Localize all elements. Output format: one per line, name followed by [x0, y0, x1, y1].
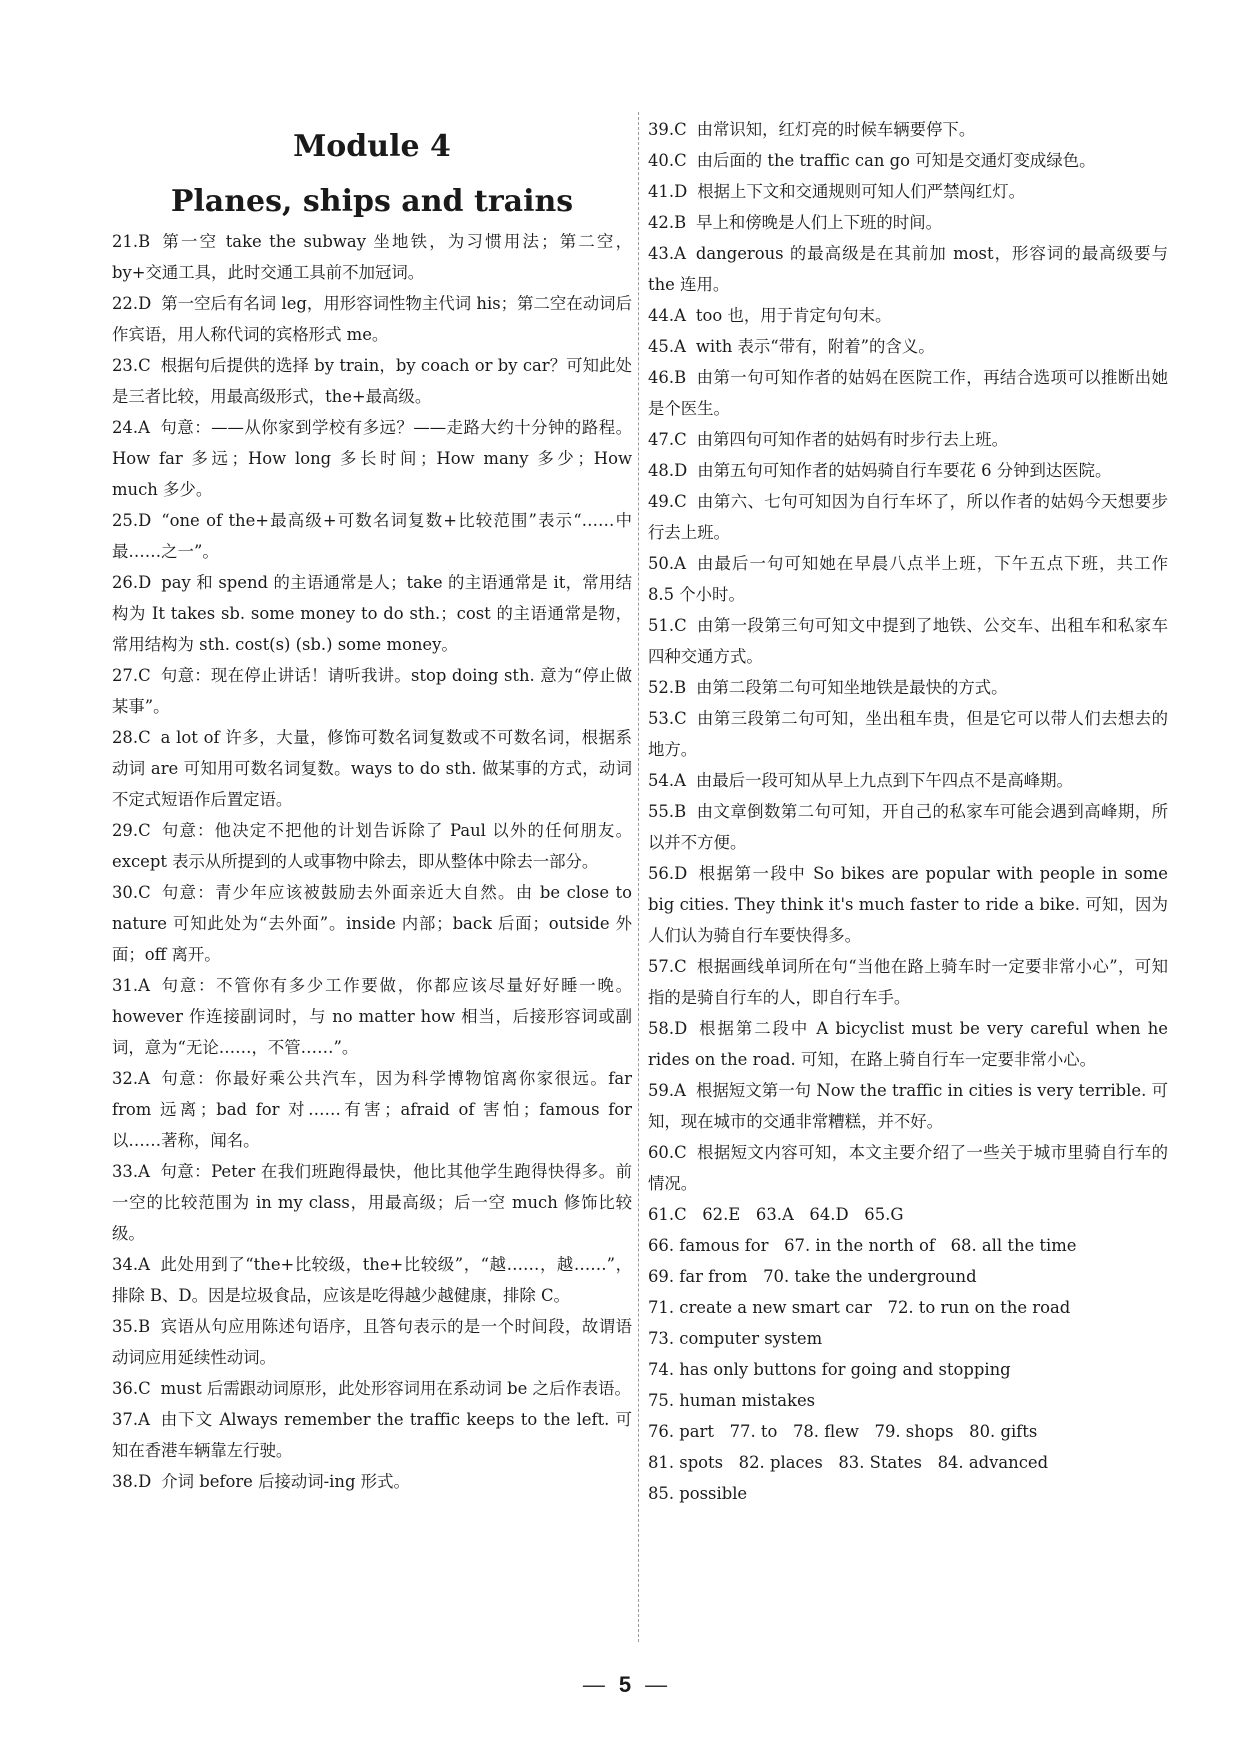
answer-explanation: 句意：Peter 在我们班跑得最快，他比其他学生跑得快得多。前一空的比较范围为 in my class，用最高级；后一空 much 修饰比较级。 [112, 1162, 632, 1243]
short-answer-line: 81. spots 82. places 83. States 84. advanced [648, 1453, 1049, 1472]
answer-explanation: 句意：他决定不把他的计划告诉除了 Paul 以外的任何朋友。except 表示从所提到的人或事物中除去，即从整体中除去一部分。 [112, 821, 632, 871]
answer-number: 44.A [648, 306, 686, 325]
answer-number: 37.A [112, 1410, 150, 1429]
answer-explanation: 根据第二段中 A bicyclist must be very careful when he rides on the road. 可知，在路上骑自行车一定要非常小心。 [648, 1019, 1168, 1069]
answer-entry [112, 1466, 632, 1497]
answer-explanation: “one of the+最高级+可数名词复数+比较范围”表示“……中最……之一”。 [112, 511, 632, 561]
answer-number: 26.D [112, 573, 152, 592]
answer-explanation: 由第一段第三句可知文中提到了地铁、公交车、出租车和私家车四种交通方式。 [648, 616, 1168, 666]
answer-number: 60.C [648, 1143, 687, 1162]
answer-entry [648, 207, 1168, 238]
answer-number: 40.C [648, 151, 687, 170]
answer-number: 33.A [112, 1162, 150, 1181]
page-number-dash-right: — [645, 1672, 668, 1697]
answer-entry [112, 1311, 632, 1373]
answer-number: 38.D [112, 1472, 152, 1491]
answer-entry [648, 1075, 1168, 1137]
answer-entry [648, 1137, 1168, 1199]
answer-explanation: 由第五句可知作者的姑妈骑自行车要花 6 分钟到达医院。 [697, 461, 1112, 480]
answer-explanation: 由第四句可知作者的姑妈有时步行去上班。 [696, 430, 1009, 449]
answer-number: 22.D [112, 294, 152, 313]
left-answer-list [112, 226, 632, 1497]
answer-explanation: 句意：现在停止讲话！请听我讲。stop doing sth. 意为“停止做某事”。 [112, 666, 632, 716]
answer-explanation: 由文章倒数第二句可知，开自己的私家车可能会遇到高峰期，所以并不方便。 [648, 802, 1168, 852]
answer-entry [648, 486, 1168, 548]
answer-number: 28.C [112, 728, 151, 747]
answer-entry [648, 548, 1168, 610]
answer-number: 21.B [112, 232, 151, 251]
answer-number: 54.A [648, 771, 686, 790]
answer-entry [648, 672, 1168, 703]
answer-explanation: with 表示“带有，附着”的含义。 [695, 337, 935, 356]
answer-number: 29.C [112, 821, 151, 840]
answer-number: 25.D [112, 511, 152, 530]
answer-explanation: pay 和 spend 的主语通常是人；take 的主语通常是 it，常用结构为 It takes sb. some money to do sth.；cost 的主语通常是物，常用结构为 sth. cost(s) (sb.) some money。 [112, 573, 632, 654]
answer-number: 36.C [112, 1379, 151, 1398]
answer-number: 41.D [648, 182, 688, 201]
right-answer-list [648, 114, 1168, 1509]
answer-explanation: a lot of 许多，大量，修饰可数名词复数或不可数名词，根据系动词 are 可知用可数名词复数。ways to do sth. 做某事的方式，动词不定式短语作后置定语。 [112, 728, 632, 809]
answer-entry [648, 300, 1168, 331]
right-short-answers [648, 1199, 1168, 1509]
answer-number: 32.A [112, 1069, 150, 1088]
answer-entry [112, 1373, 632, 1404]
answer-explanation: 句意：——从你家到学校有多远？——走路大约十分钟的路程。How far 多远；How long 多长时间；How many 多少；How much 多少。 [112, 418, 632, 499]
answer-number: 50.A [648, 554, 686, 573]
short-answer-line: 75. human mistakes [648, 1391, 816, 1410]
short-answer-line: 69. far from 70. take the underground [648, 1267, 977, 1286]
answer-explanation: 由第三段第二句可知，坐出租车贵，但是它可以带人们去想去的地方。 [648, 709, 1168, 759]
answer-number: 24.A [112, 418, 150, 437]
answer-entry [648, 455, 1168, 486]
answer-entry [648, 796, 1168, 858]
answer-entry [648, 238, 1168, 300]
answer-explanation: 早上和傍晚是人们上下班的时间。 [696, 213, 942, 232]
answer-explanation: 第一空后有名词 leg，用形容词性物主代词 his；第二空在动词后作宾语，用人称代词的宾格形式 me。 [112, 294, 632, 344]
answer-entry [112, 970, 632, 1063]
answer-explanation: 介词 before 后接动词-ing 形式。 [161, 1472, 410, 1491]
answer-number: 58.D [648, 1019, 688, 1038]
answer-number: 59.A [648, 1081, 686, 1100]
answer-explanation: 由下文 Always remember the traffic keeps to the left. 可知在香港车辆靠左行驶。 [112, 1410, 632, 1460]
answer-explanation: 句意：不管你有多少工作要做，你都应该尽量好好睡一晚。however 作连接副词时，与 no matter how 相当，后接形容词或副词，意为“无论……，不管……”。 [112, 976, 632, 1057]
left-column [112, 0, 632, 1497]
answer-entry [112, 877, 632, 970]
answer-number: 56.D [648, 864, 688, 883]
answer-entry [648, 1013, 1168, 1075]
answer-explanation: must 后需跟动词原形，此处形容词用在系动词 be 之后作表语。 [160, 1379, 631, 1398]
answer-explanation: 由最后一句可知她在早晨八点半上班，下午五点下班，共工作 8.5 个小时。 [648, 554, 1168, 604]
answer-entry [112, 815, 632, 877]
answer-explanation: 由第六、七句可知因为自行车坏了，所以作者的姑妈今天想要步行去上班。 [648, 492, 1168, 542]
answer-explanation: 此处用到了“the+比较级，the+比较级”，“越……，越……”，排除 B、D。因是垃圾食品，应该是吃得越少越健康，排除 C。 [112, 1255, 632, 1305]
answer-number: 53.C [648, 709, 687, 728]
answer-entry [648, 362, 1168, 424]
answer-explanation: 根据第一段中 So bikes are popular with people in some big cities. They think it's much faster to ride a bike. 可知，因为人们认为骑自行车要快得多。 [648, 864, 1168, 945]
answer-explanation: 句意：青少年应该被鼓励去外面亲近大自然。由 be close to nature 可知此处为“去外面”。inside 内部；back 后面；outside 外面；off 离开。 [112, 883, 632, 964]
answer-entry [648, 951, 1168, 1013]
answer-entry [112, 288, 632, 350]
answer-number: 46.B [648, 368, 687, 387]
answer-number: 45.A [648, 337, 686, 356]
short-answer-line: 76. part 77. to 78. flew 79. shops 80. gifts [648, 1422, 1038, 1441]
right-column [648, 0, 1168, 1509]
answer-entry [112, 412, 632, 505]
short-answer-line: 73. computer system [648, 1329, 823, 1348]
answer-entry [112, 722, 632, 815]
answer-number: 31.A [112, 976, 150, 995]
page-number-value: 5 [618, 1672, 632, 1697]
short-answer-line: 66. famous for 67. in the north of 68. all the time [648, 1236, 1077, 1255]
answer-entry [648, 145, 1168, 176]
answer-number: 39.C [648, 120, 687, 139]
answer-entry [648, 424, 1168, 455]
answer-explanation: 由第二段第二句可知坐地铁是最快的方式。 [696, 678, 1008, 697]
answer-explanation: 句意：你最好乘公共汽车，因为科学博物馆离你家很远。far from 远离；bad for 对……有害；afraid of 害怕；famous for 以……著称，闻名。 [112, 1069, 632, 1150]
answer-number: 51.C [648, 616, 687, 635]
answer-explanation: 根据短文第一句 Now the traffic in cities is very terrible. 可知，现在城市的交通非常糟糕，并不好。 [648, 1081, 1168, 1131]
answer-explanation: 根据短文内容可知，本文主要介绍了一些关于城市里骑自行车的情况。 [648, 1143, 1168, 1193]
answer-number: 49.C [648, 492, 687, 511]
column-divider [638, 112, 639, 1642]
answer-explanation: 由后面的 the traffic can go 可知是交通灯变成绿色。 [696, 151, 1096, 170]
answer-explanation: too 也，用于肯定句句末。 [695, 306, 892, 325]
answer-entry [648, 765, 1168, 796]
answer-explanation: 由第一句可知作者的姑妈在医院工作，再结合选项可以推断出她是个医生。 [648, 368, 1168, 418]
answer-explanation: 根据画线单词所在句“当他在路上骑车时一定要非常小心”，可知指的是骑自行车的人，即自行车手。 [648, 957, 1168, 1007]
answer-entry [112, 567, 632, 660]
answer-explanation: 宾语从句应用陈述句语序，且答句表示的是一个时间段，故谓语动词应用延续性动词。 [112, 1317, 632, 1367]
answer-explanation: dangerous 的最高级是在其前加 most，形容词的最高级要与 the 连用。 [648, 244, 1168, 294]
answer-entry [112, 1156, 632, 1249]
answer-number: 27.C [112, 666, 151, 685]
answer-entry [112, 1063, 632, 1156]
answer-explanation: 根据句后提供的选择 by train，by coach or by car？可知此处是三者比较，用最高级形式，the+最高级。 [112, 356, 632, 406]
answer-number: 30.C [112, 883, 151, 902]
short-answer-line: 61.C 62.E 63.A 64.D 65.G [648, 1205, 904, 1224]
answer-entry [112, 350, 632, 412]
page-number-dash-left: — [582, 1672, 605, 1697]
answer-number: 34.A [112, 1255, 150, 1274]
right-explained-answers [648, 114, 1168, 1199]
short-answer-line: 85. possible [648, 1484, 748, 1503]
answer-entry [648, 610, 1168, 672]
answer-entry [112, 505, 632, 567]
answer-entry [648, 858, 1168, 951]
answer-number: 57.C [648, 957, 687, 976]
answer-number: 23.C [112, 356, 151, 375]
short-answer-line: 74. has only buttons for going and stopping [648, 1360, 1011, 1379]
answer-entry [648, 703, 1168, 765]
answer-explanation: 由最后一段可知从早上九点到下午四点不是高峰期。 [695, 771, 1073, 790]
short-answer-line: 71. create a new smart car 72. to run on the road [648, 1298, 1071, 1317]
page-number [0, 1672, 1250, 1698]
answer-number: 43.A [648, 244, 686, 263]
answer-entry [112, 226, 632, 288]
module-title: Module 4 [293, 129, 451, 164]
answer-entry [648, 114, 1168, 145]
title-block [112, 126, 632, 224]
answer-entry [112, 1249, 632, 1311]
answer-number: 48.D [648, 461, 688, 480]
answer-number: 42.B [648, 213, 687, 232]
answer-entry [112, 660, 632, 722]
answer-number: 35.B [112, 1317, 151, 1336]
answer-entry [648, 331, 1168, 362]
answer-explanation: 由常识知，红灯亮的时候车辆要停下。 [696, 120, 976, 139]
module-subtitle: Planes, ships and trains [170, 184, 574, 219]
answer-entry [112, 1404, 632, 1466]
answer-entry [648, 176, 1168, 207]
answer-number: 55.B [648, 802, 687, 821]
answer-number: 47.C [648, 430, 687, 449]
answer-explanation: 根据上下文和交通规则可知人们严禁闯红灯。 [697, 182, 1026, 201]
answer-number: 52.B [648, 678, 687, 697]
answer-explanation: 第一空 take the subway 坐地铁，为习惯用法；第二空，by+交通工具，此时交通工具前不加冠词。 [112, 232, 632, 282]
